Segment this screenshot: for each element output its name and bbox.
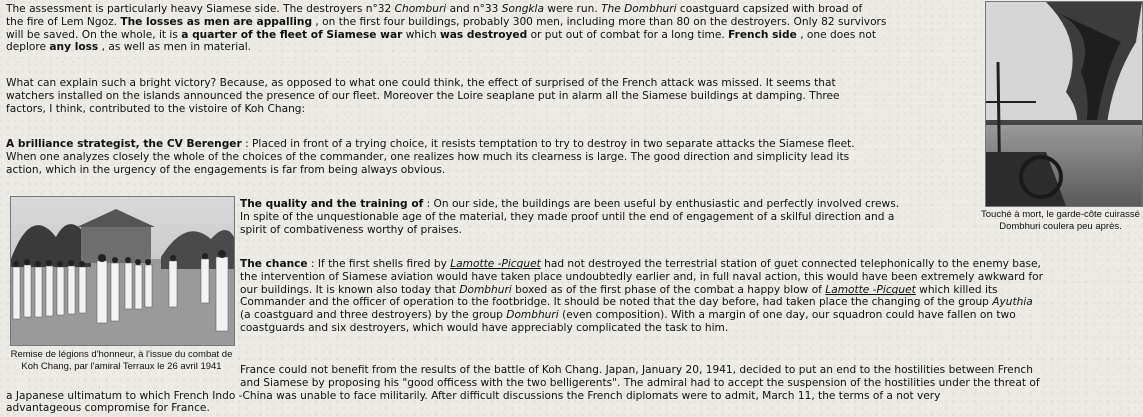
- line: (a coastguard and three destroyers) by the group Dombhuri (even composition). With a margin of one day, our squadron could have fallen on two: [240, 309, 1016, 322]
- ceremony-photo: [10, 196, 235, 346]
- line: watchers installed on the islands announced the presence of our fleet. Moreover the Loire seaplane put in alarm all the Siamese buildings at damping. Three: [6, 89, 840, 102]
- lamotte-picquet-link[interactable]: Lamotte -Picquet: [825, 283, 916, 296]
- para-chance: [240, 258, 1043, 335]
- factor-heading: The chance: [240, 258, 308, 270]
- line: France could not benefit from the results of the battle of Koh Chang. Japan, January 20, 1941, decided to put an end to the hostilities between French: [240, 364, 1033, 376]
- line: the fire of Lem Ngoz. The losses as men are appalling , on the first four buildings, probably 300 men, including more than 80 on the destroyers. Only 82 survivors: [6, 15, 887, 28]
- para-conclusion-cont: [6, 390, 940, 416]
- para-explanation: [6, 77, 840, 115]
- line: The chance : If the first shells fired by Lamotte -Picquet had not destroyed the terrestrial station of guet connected telephonically to the enemy base,: [240, 258, 1041, 270]
- para-strategist: [6, 138, 855, 176]
- line: What can explain such a bright victory? Because, as opposed to what one could think, the effect of surprised of the French attack was missed. It seems that: [6, 77, 836, 89]
- line: action, which in the urgency of the engagements is far from being always obvious.: [6, 163, 446, 176]
- line: In spite of the unquestionable age of the material, they made proof until the end of engagement of a skilful direction and a: [240, 210, 895, 223]
- line: coastguards and six destroyers, which would have appreciably complicated the task to him.: [240, 321, 729, 334]
- line: advantageous compromise for France.: [6, 402, 210, 415]
- coastguard-photo-caption: Touché à mort, le garde-côte cuirassé Dombhuri coulera peu après.: [981, 209, 1140, 232]
- line: spirit of combativeness worthy of praises.: [240, 223, 462, 236]
- line: a Japanese ultimatum to which French Indo -China was unable to face militarily. After difficult discussions the French diplomats were to admit, March 11, the terms of a not very: [6, 389, 941, 402]
- para-assessment: [6, 3, 886, 54]
- factor-heading: A brilliance strategist, the CV Berenger: [6, 138, 242, 150]
- line: The assessment is particularly heavy Siamese side. The destroyers n°32 Chomburi and n°33 Songkla were run. The Dombhuri coastguard capsized with broad of: [6, 3, 863, 15]
- line: deplore any loss , as well as men in material.: [6, 41, 252, 54]
- line: A brilliance strategist, the CV Berenger : Placed in front of a trying choice, it resists temptation to try to destroy in two separate attacks the Siamese fleet.: [6, 138, 855, 150]
- line: the intervention of Siamese aviation would have taken place undoubtedly earlier and, in full naval action, this would have been extremely awkward for: [240, 270, 1043, 283]
- para-quality: [240, 198, 899, 236]
- line: When one analyzes closely the whole of the choices of the commander, one realizes how much its clearness is large. The good direction and simplicity lead its: [6, 150, 850, 163]
- coastguard-photo: [985, 1, 1143, 207]
- line: factors, I think, contributed to the vistoire of Koh Chang:: [6, 102, 306, 115]
- line: and Siamese by proposing his "good officess with the two belligerents". The admiral had to accept the suspension of the hostilities under the threat of: [240, 376, 1040, 389]
- lamotte-picquet-link[interactable]: Lamotte -Picquet: [450, 258, 541, 270]
- line: will be saved. On the whole, it is a quarter of the fleet of Siamese war which was destroyed or put out of combat for a long time. French side , one does not: [6, 28, 876, 41]
- factor-heading: The quality and the training of: [240, 198, 424, 210]
- line: our buildings. It is known also today that Dombhuri boxed as of the first phase of the combat a happy blow of Lamotte -Picquet which killed its: [240, 283, 998, 296]
- line: The quality and the training of : On our side, the buildings are been useful by enthusiastic and perfectly involved crews.: [240, 198, 900, 210]
- para-conclusion: [240, 364, 1040, 390]
- ceremony-photo-caption: Remise de légions d'honneur, à l'issue du combat de Koh Chang, par l'amiral Terraux le 26 avril 1941: [10, 349, 233, 372]
- line: Commander and the officer of operation to the footbridge. It should be noted that the day before, had taken place the changing of the group Ayuthia: [240, 296, 1033, 309]
